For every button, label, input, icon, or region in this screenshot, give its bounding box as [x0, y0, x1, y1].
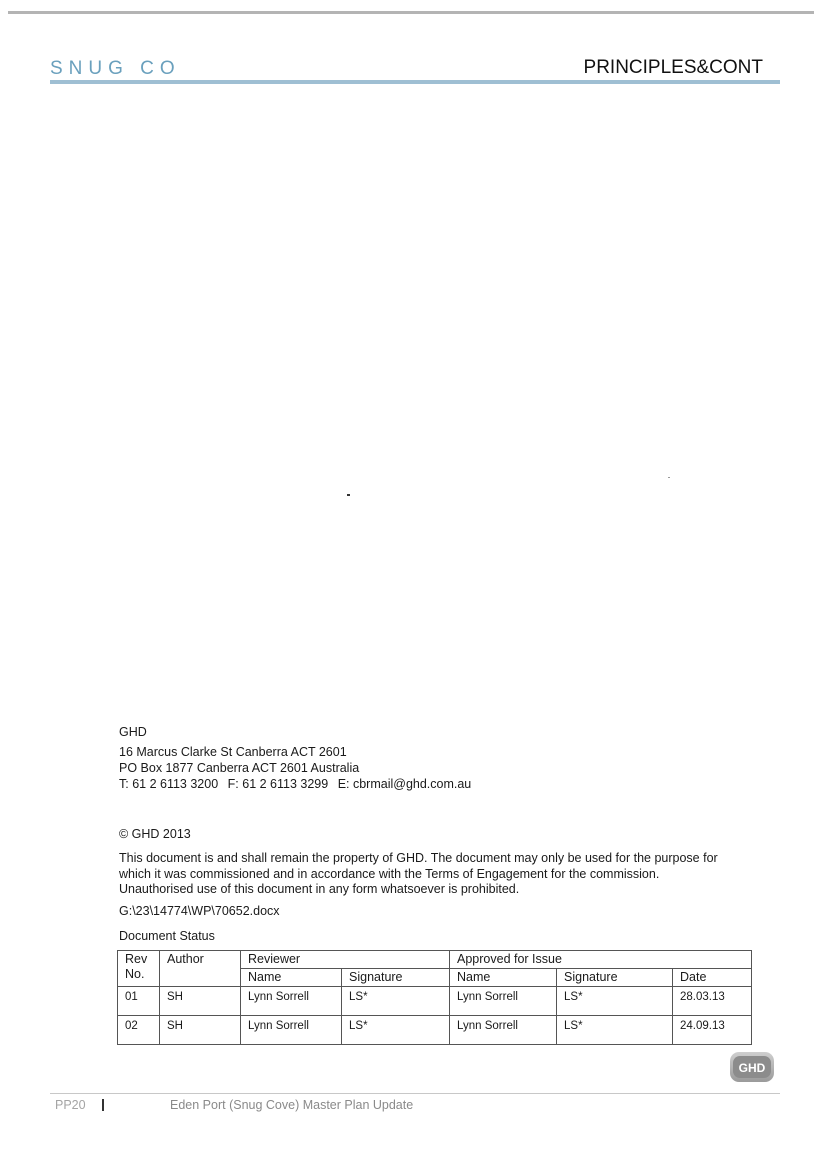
cell-author: SH: [160, 1016, 241, 1045]
top-rule: [8, 11, 814, 14]
cell-approver-signature: LS*: [557, 987, 673, 1016]
file-path: G:\23\14774\WP\70652.docx: [119, 904, 280, 918]
ghd-logo-graphic: [730, 1052, 774, 1082]
office-name: GHD: [119, 725, 147, 739]
cell-reviewer-signature: LS*: [342, 987, 450, 1016]
logo-text: GHD: [738, 1061, 766, 1075]
property-notice: This document is and shall remain the property of GHD. The document may only be used for the purpose for which it was commissioned and in accordance with the Terms of Engagement for the commission. Unauthorised use of this document in any form whatsoever is prohibited.: [119, 851, 718, 896]
header-section-title: PRINCIPLES&CONT: [583, 57, 763, 78]
cell-rev: 02: [118, 1016, 160, 1045]
header-author: Author: [160, 951, 241, 987]
office-address: [119, 744, 477, 792]
contact-line: [119, 776, 477, 792]
cell-rev: 01: [118, 987, 160, 1016]
header-date: Date: [673, 969, 752, 987]
header-rev: Rev No.: [118, 951, 160, 987]
footer-rule: [50, 1093, 780, 1094]
table-header-row: [118, 951, 752, 969]
cell-reviewer-name: Lynn Sorrell: [241, 1016, 342, 1045]
header-signature: Signature: [557, 969, 673, 987]
header-brand: SNUG CO: [50, 58, 181, 79]
cell-author: SH: [160, 987, 241, 1016]
header-approved: Approved for Issue: [450, 951, 752, 969]
table-row: [118, 987, 752, 1016]
header-name: Name: [450, 969, 557, 987]
header-name: Name: [241, 969, 342, 987]
document-status-table: [117, 950, 752, 1045]
document-status-title: Document Status: [119, 929, 215, 943]
fax: F: 61 2 6113 3299: [227, 777, 329, 791]
cell-approver-signature: LS*: [557, 1016, 673, 1045]
address-line: PO Box 1877 Canberra ACT 2601 Australia: [119, 761, 360, 775]
header-rule: [50, 80, 780, 84]
ghd-logo-icon: [730, 1052, 774, 1082]
footer-page-code: PP20: [55, 1098, 86, 1112]
cell-reviewer-signature: LS*: [342, 1016, 450, 1045]
email: E: cbrmail@ghd.com.au: [337, 777, 472, 791]
address-line: 16 Marcus Clarke St Canberra ACT 2601: [119, 745, 347, 759]
copyright: © GHD 2013: [119, 827, 191, 841]
cell-date: 24.09.13: [673, 1016, 752, 1045]
scan-mark: [668, 477, 670, 478]
cell-reviewer-name: Lynn Sorrell: [241, 987, 342, 1016]
scan-mark: [347, 494, 350, 496]
cell-approver-name: Lynn Sorrell: [450, 1016, 557, 1045]
footer-separator: [102, 1099, 104, 1111]
table-row: [118, 1016, 752, 1045]
header-reviewer: Reviewer: [241, 951, 450, 969]
phone: T: 61 2 6113 3200: [119, 777, 219, 791]
header-signature: Signature: [342, 969, 450, 987]
cell-approver-name: Lynn Sorrell: [450, 987, 557, 1016]
footer-document-title: Eden Port (Snug Cove) Master Plan Update: [170, 1098, 414, 1112]
cell-date: 28.03.13: [673, 987, 752, 1016]
